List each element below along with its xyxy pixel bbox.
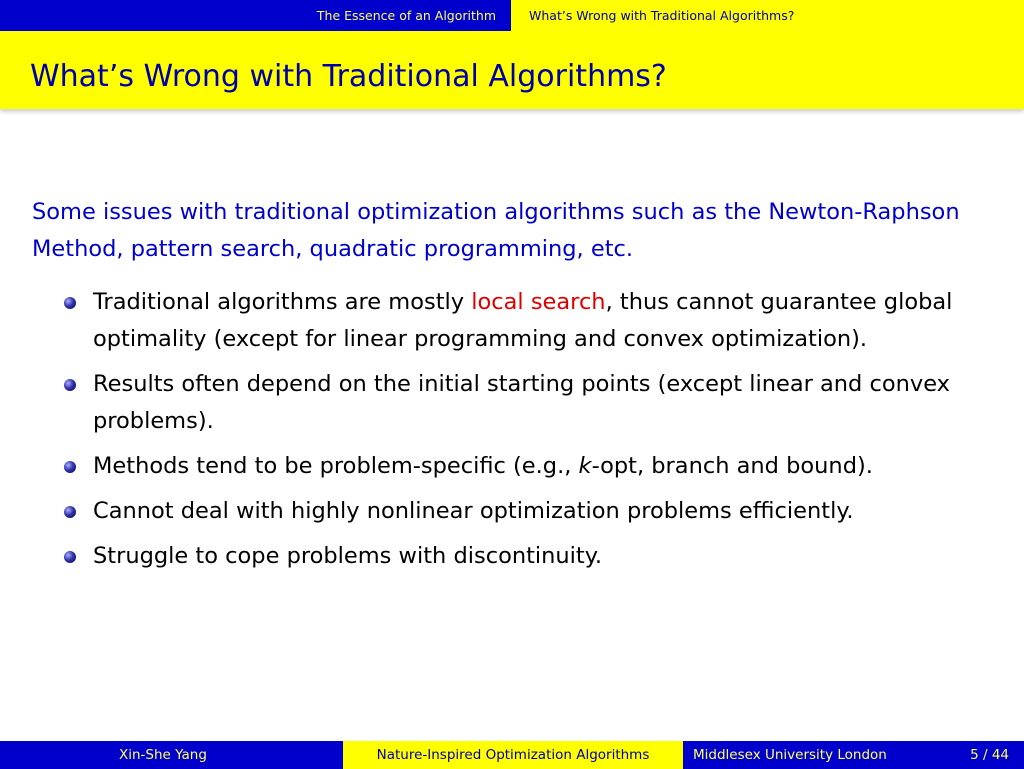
bullet-text-before: Traditional algorithms are mostly: [93, 289, 472, 315]
nav-current-slide-link[interactable]: What’s Wrong with Traditional Algorithms?: [529, 8, 795, 23]
nav-section-link[interactable]: The Essence of an Algorithm: [316, 8, 496, 23]
bullet-item: [60, 493, 1010, 530]
bullet-text-before: Methods tend to be problem-specific (e.g.,: [93, 453, 579, 479]
nav-section-area: [0, 0, 511, 31]
bullet-icon: [64, 297, 76, 309]
page-number: 5 / 44: [970, 747, 1009, 763]
bullet-text-after: -opt, branch and bound).: [591, 453, 873, 479]
bullet-highlight: local search: [471, 289, 606, 315]
bullet-text: Cannot deal with highly nonlinear optimization problems efficiently.: [93, 498, 854, 524]
bullet-italic: k: [578, 453, 592, 479]
bullet-text: Struggle to cope problems with discontinuity.: [93, 543, 603, 569]
slide-title: What’s Wrong with Traditional Algorithms?: [30, 59, 667, 94]
bullet-icon: [64, 551, 76, 563]
bullet-icon: [64, 506, 76, 518]
bullet-item: [60, 448, 1010, 485]
bullet-icon: [64, 461, 76, 473]
bullet-list: [60, 284, 1010, 583]
title-bar: [0, 31, 1024, 109]
bullet-icon: [64, 379, 76, 391]
talk-title: Nature-Inspired Optimization Algorithms: [376, 747, 650, 763]
footer-author: [0, 741, 343, 769]
bullet-text-after: , thus cannot guarantee global optimality (except for linear programming and convex optimization).: [93, 289, 953, 352]
author-name: Xin-She Yang: [119, 747, 207, 763]
intro-text: Some issues with traditional optimization algorithms such as the Newton-Raphson Method, pattern search, quadratic programming, etc.: [32, 199, 960, 262]
bullet-item: [60, 284, 1010, 358]
bullet-item: [60, 366, 1010, 440]
footer: [0, 741, 1024, 769]
footer-institution: [683, 741, 1024, 769]
bullet-text: Results often depend on the initial starting points (except linear and convex problems).: [93, 371, 950, 434]
footer-talk-title: [343, 741, 683, 769]
nav-current-area: [511, 0, 1024, 31]
institution-name: Middlesex University London: [693, 747, 887, 763]
bullet-item: [60, 538, 1010, 575]
top-navigation: [0, 0, 1024, 31]
